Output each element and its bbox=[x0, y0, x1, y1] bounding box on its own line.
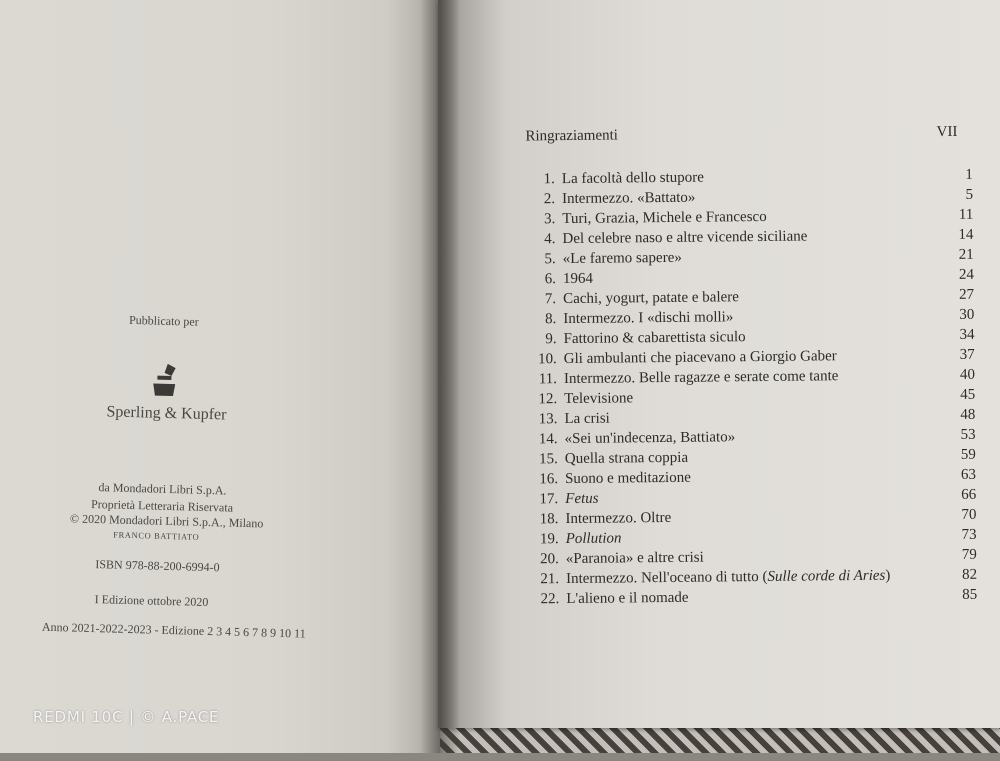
entry-page: 85 bbox=[962, 586, 978, 603]
entry-number: 4. bbox=[544, 231, 556, 248]
entry-number: 8. bbox=[545, 311, 557, 328]
entry-number: 5. bbox=[544, 251, 556, 268]
entry-title: Intermezzo. Belle ragazze e serate come tante bbox=[563, 368, 839, 388]
entry-title: Quella strana coppia bbox=[564, 449, 689, 468]
entry-number: 13. bbox=[538, 411, 558, 428]
entry-page: 53 bbox=[960, 426, 976, 443]
entry-number: 3. bbox=[543, 211, 556, 228]
entry-page: 11 bbox=[958, 206, 974, 223]
entry-number: 15. bbox=[538, 451, 558, 468]
copyright-line: © 2020 Mondadori Libri S.p.A., Milano bbox=[69, 511, 264, 531]
entry-title-suffix: ) bbox=[885, 567, 891, 584]
toc-heading-title: Ringraziamenti bbox=[525, 127, 618, 145]
entry-title: Fattorino & cabarettista siculo bbox=[563, 329, 746, 348]
edition-line: I Edizione ottobre 2020 bbox=[94, 592, 209, 610]
entry-title: Del celebre naso e altre vicende siciliane bbox=[562, 228, 808, 248]
toc-heading-page: VII bbox=[936, 123, 958, 141]
reprints-line: Anno 2021-2022-2023 - Edizione 2 3 4 5 6 7 8 9 10 11 bbox=[41, 619, 306, 641]
entry-title: La facoltà dello stupore bbox=[561, 169, 704, 188]
entry-number: 7. bbox=[544, 291, 557, 308]
entry-title: La crisi bbox=[564, 410, 610, 428]
toc-entry bbox=[532, 585, 977, 610]
entry-title: «Le faremo sapere» bbox=[562, 249, 682, 268]
entry-number: 20. bbox=[540, 551, 559, 568]
entry-page: 70 bbox=[961, 506, 977, 523]
entry-page: 30 bbox=[959, 306, 975, 323]
entry-page: 37 bbox=[959, 346, 975, 363]
entry-title-italic: Sulle corde di Aries bbox=[767, 567, 886, 585]
entry-page: 82 bbox=[961, 566, 978, 583]
entry-page: 14 bbox=[958, 226, 974, 243]
entry-page: 66 bbox=[961, 486, 977, 503]
rights-line: Proprietà Letteraria Riservata bbox=[90, 496, 234, 515]
entry-page: 24 bbox=[958, 266, 974, 283]
entry-page: 40 bbox=[959, 366, 976, 383]
entry-title: Televisione bbox=[564, 390, 634, 408]
entry-title: Intermezzo. «Battato» bbox=[562, 189, 696, 208]
entry-title: «Sei un'indecenza, Battiato» bbox=[564, 429, 736, 448]
entry-page: 79 bbox=[961, 546, 977, 563]
entry-title: Intermezzo. I «dischi molli» bbox=[563, 309, 734, 328]
entry-number: 16. bbox=[539, 471, 559, 488]
entry-title: Pollution bbox=[565, 530, 622, 548]
entry-title: «Paranoia» e altre crisi bbox=[565, 549, 704, 568]
entry-title: Intermezzo. Oltre bbox=[565, 509, 672, 528]
entry-number: 19. bbox=[539, 531, 559, 548]
entry-number: 10. bbox=[537, 351, 557, 368]
entry-title: Fetus bbox=[565, 490, 599, 508]
entry-number: 6. bbox=[544, 271, 557, 288]
entry-title: L'alieno e il nomade bbox=[566, 589, 689, 608]
entry-page: 63 bbox=[960, 466, 977, 483]
entry-page: 21 bbox=[958, 246, 974, 263]
entry-number: 11. bbox=[538, 371, 558, 388]
entry-number: 12. bbox=[538, 391, 558, 408]
entry-page: 34 bbox=[959, 326, 975, 343]
entry-number: 9. bbox=[545, 331, 557, 348]
entry-number: 2. bbox=[543, 191, 556, 208]
entry-number: 17. bbox=[539, 491, 559, 508]
entry-number: 21. bbox=[540, 571, 560, 588]
entry-title: Suono e meditazione bbox=[564, 469, 691, 488]
entry-page: 5 bbox=[965, 186, 974, 203]
entry-number: 18. bbox=[539, 511, 559, 528]
entry-page: 73 bbox=[961, 526, 977, 543]
entry-number: 22. bbox=[540, 591, 560, 608]
entry-page: 48 bbox=[960, 406, 976, 423]
entry-title: 1964 bbox=[562, 270, 594, 288]
entry-page: 45 bbox=[960, 386, 976, 403]
distributor-line: da Mondadori Libri S.p.A. bbox=[98, 480, 227, 498]
author-line: FRANCO BATTIATO bbox=[113, 529, 200, 542]
entry-number: 14. bbox=[538, 431, 558, 448]
entry-title-prefix: Intermezzo. Nell'oceano di tutto ( bbox=[565, 568, 768, 588]
entry-number: 1. bbox=[543, 171, 555, 188]
publisher-name: Sperling & Kupfer bbox=[106, 403, 227, 424]
entry-title: Turi, Grazia, Michele e Francesco bbox=[562, 208, 767, 228]
isbn-line: ISBN 978-88-200-6994-0 bbox=[95, 557, 220, 575]
entry-page: 27 bbox=[959, 286, 975, 303]
camera-watermark: REDMI 10C | © A.PACE bbox=[33, 708, 220, 726]
entry-page: 1 bbox=[965, 166, 973, 183]
entry-title: Gli ambulanti che piacevano a Giorgio Gaber bbox=[563, 348, 837, 368]
published-for-label: Pubblicato per bbox=[128, 312, 199, 329]
entry-page: 59 bbox=[960, 446, 976, 463]
entry-title: Cachi, yogurt, patate e balere bbox=[563, 289, 739, 308]
toc-heading bbox=[525, 124, 957, 146]
